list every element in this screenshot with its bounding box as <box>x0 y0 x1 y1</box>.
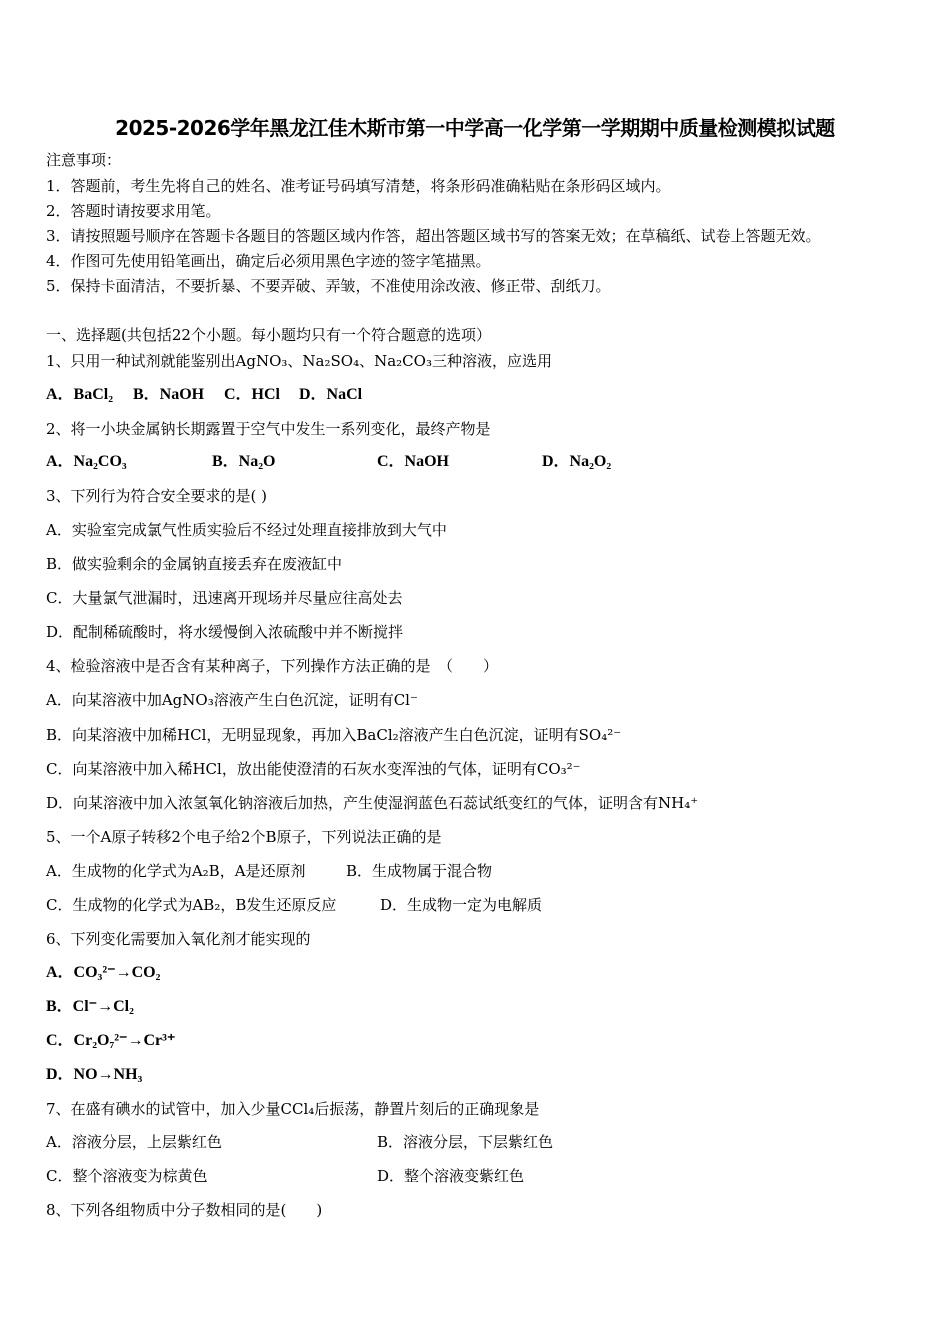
option: D．Na₂O₂ <box>542 453 612 470</box>
option: C．HCl <box>224 386 281 403</box>
option: C．NaOH <box>377 453 450 470</box>
option: A．实验室完成氯气性质实验后不经过处理直接排放到大气中 <box>46 521 447 539</box>
option: C．大量氯气泄漏时，迅速离开现场并尽量应往高处去 <box>46 589 403 607</box>
option: D．配制稀硫酸时，将水缓慢倒入浓硫酸中并不断搅拌 <box>46 623 404 641</box>
page-title: 2025-2026学年黑龙江佳木斯市第一中学高一化学第一学期期中质量检测模拟试题 <box>115 116 835 140</box>
question-stem: 7、在盛有碘水的试管中，加入少量CCl₄后振荡，静置片刻后的正确现象是 <box>46 1100 540 1118</box>
question-stem: 8、下列各组物质中分子数相同的是( ) <box>46 1201 323 1219</box>
notice-heading: 注意事项： <box>46 151 122 169</box>
option: B．NaOH <box>133 386 205 403</box>
option: B．溶液分层，下层紫红色 <box>377 1133 554 1151</box>
notice-item: 4．作图可先使用铅笔画出，确定后必须用黑色字迹的签字笔描黑。 <box>46 252 491 270</box>
option: D．向某溶液中加入浓氢氧化钠溶液后加热，产生使湿润蓝色石蕊试纸变红的气体，证明含有NH₄⁺ <box>46 794 699 812</box>
option: D．生成物一定为电解质 <box>380 896 543 914</box>
notice-item: 2．答题时请按要求用笔。 <box>46 202 221 220</box>
option: B．Na₂O <box>212 453 276 470</box>
question-stem: 2、将一小块金属钠长期露置于空气中发生一系列变化，最终产物是 <box>46 420 491 438</box>
option: B．做实验剩余的金属钠直接丢弃在废液缸中 <box>46 555 343 573</box>
option: B．向某溶液中加稀HCl，无明显现象，再加入BaCl₂溶液产生白色沉淀，证明有SO₄²⁻ <box>46 726 622 744</box>
notice-item: 1．答题前，考生先将自己的姓名、准考证号码填写清楚，将条形码准确粘贴在条形码区域内。 <box>46 177 671 195</box>
option: A．CO₃²⁻→CO₂ <box>46 964 161 981</box>
option: C．整个溶液变为棕黄色 <box>46 1167 208 1185</box>
question-stem: 3、下列行为符合安全要求的是( ) <box>46 487 268 505</box>
option: A．溶液分层，上层紫红色 <box>46 1133 222 1151</box>
option: A．BaCl₂ <box>46 386 114 403</box>
notice-item: 5．保持卡面清洁，不要折暴、不要弄破、弄皱，不准使用涂改液、修正带、刮纸刀。 <box>46 277 611 295</box>
question-stem: 4、检验溶液中是否含有某种离子，下列操作方法正确的是 （ ） <box>46 657 499 675</box>
question-stem: 5、一个A原子转移2个电子给2个B原子，下列说法正确的是 <box>46 828 442 846</box>
question-stem: 6、下列变化需要加入氧化剂才能实现的 <box>46 930 311 948</box>
option: A．Na₂CO₃ <box>46 453 127 470</box>
question-stem: 1、只用一种试剂就能鉴别出AgNO₃、Na₂SO₄、Na₂CO₃三种溶液，应选用 <box>46 352 552 370</box>
notice-item: 3．请按照题号顺序在答题卡各题目的答题区域内作答，超出答题区域书写的答案无效；在草稿纸、试卷上答题无效。 <box>46 227 821 245</box>
option: B．生成物属于混合物 <box>346 862 493 880</box>
option: D．NaCl <box>299 386 363 403</box>
option: C．生成物的化学式为AB₂，B发生还原反应 <box>46 896 337 914</box>
option: D．NO→NH₃ <box>46 1066 143 1083</box>
option: C．向某溶液中加入稀HCl，放出能使澄清的石灰水变浑浊的气体，证明有CO₃²⁻ <box>46 760 581 778</box>
option: A．生成物的化学式为A₂B，A是还原剂 <box>46 862 306 880</box>
option: C．Cr₂O₇²⁻→Cr³⁺ <box>46 1032 176 1049</box>
option: A．向某溶液中加AgNO₃溶液产生白色沉淀，证明有Cl⁻ <box>46 691 418 709</box>
option: B．Cl⁻→Cl₂ <box>46 998 134 1015</box>
option: D．整个溶液变紫红色 <box>377 1167 525 1185</box>
section-heading: 一、选择题(共包括22个小题。每小题均只有一个符合题意的选项） <box>46 326 491 344</box>
